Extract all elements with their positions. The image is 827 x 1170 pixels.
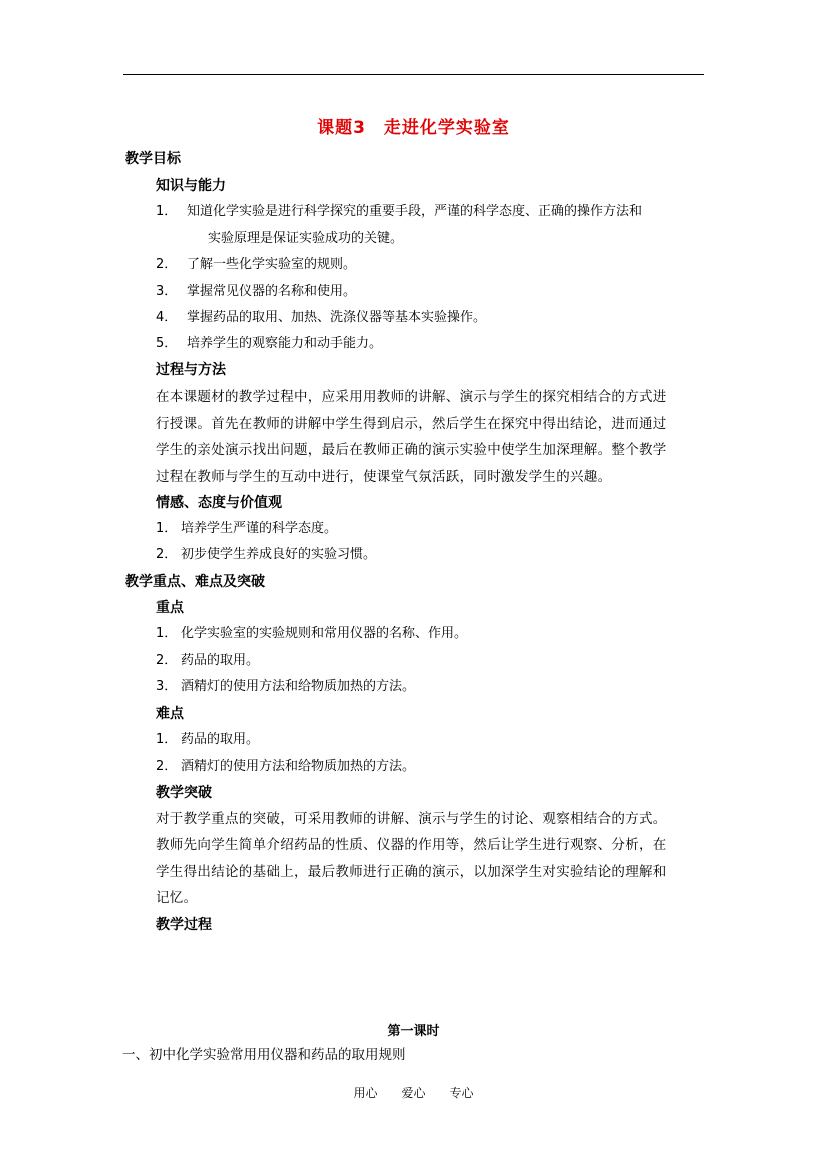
list-text: 药品的取用。 xyxy=(181,653,260,668)
list-text: 掌握药品的取用、加热、洗涤仪器等基本实验操作。 xyxy=(187,310,487,325)
paragraph-line: 在本课题材的教学过程中，应采用用教师的讲解、演示与学生的探究相结合的方式进 xyxy=(156,389,667,405)
list-item-continuation: 实验原理是保证实验成功的关键。 xyxy=(208,231,404,246)
list-item xyxy=(156,520,337,538)
list-text: 药品的取用。 xyxy=(181,732,260,747)
list-item xyxy=(156,652,259,670)
list-number: 1． xyxy=(156,521,178,536)
subheading-emotion: 情感、态度与价值观 xyxy=(156,495,282,511)
list-text: 培养学生的观察能力和动手能力。 xyxy=(187,336,383,351)
list-number: 5． xyxy=(156,336,178,351)
list-text: 培养学生严谨的科学态度。 xyxy=(181,521,338,536)
list-number: 3． xyxy=(156,679,178,694)
paragraph-line: 学生的亲处演示找出问题，最后在教师正确的演示实验中使学生加深理解。整个教学 xyxy=(156,442,667,458)
list-number: 2． xyxy=(156,257,178,272)
list-text: 化学实验室的实验规则和常用仪器的名称、作用。 xyxy=(181,626,468,641)
list-number: 2． xyxy=(156,547,178,562)
section-heading-key-points: 教学重点、难点及突破 xyxy=(125,574,265,590)
page-footer: 用心 爱心 专心 xyxy=(353,1086,474,1100)
list-number: 1． xyxy=(156,732,178,747)
subheading-difficult: 难点 xyxy=(156,706,184,722)
header-rule xyxy=(123,74,704,75)
list-number: 2． xyxy=(156,759,178,774)
subheading-knowledge: 知识与能力 xyxy=(156,178,226,194)
list-text: 初步使学生养成良好的实验习惯。 xyxy=(181,547,377,562)
list-text: 掌握常见仪器的名称和使用。 xyxy=(187,284,357,299)
list-number: 2． xyxy=(156,653,178,668)
section-heading-goals: 教学目标 xyxy=(125,151,181,167)
paragraph-line: 对于教学重点的突破，可采用教师的讲解、演示与学生的讨论、观察相结合的方式。 xyxy=(156,811,667,827)
list-item xyxy=(156,335,382,353)
list-item xyxy=(156,625,467,643)
list-item xyxy=(156,758,415,776)
list-number: 3． xyxy=(156,284,178,299)
subheading-breakthrough: 教学突破 xyxy=(156,785,212,801)
list-text: 酒精灯的使用方法和给物质加热的方法。 xyxy=(181,679,416,694)
paragraph-line: 行授课。首先在教师的讲解中学生得到启示，然后学生在探究中得出结论，进而通过 xyxy=(156,416,667,432)
list-text: 知道化学实验是进行科学探究的重要手段，严谨的科学态度、正确的操作方法和 xyxy=(187,204,643,219)
paragraph-line: 教师先向学生简单介绍药品的性质、仪器的作用等，然后让学生进行观察、分析，在 xyxy=(156,837,667,853)
list-item xyxy=(156,256,356,274)
list-number: 1． xyxy=(156,626,178,641)
page-title: 课题3 走进化学实验室 xyxy=(317,118,510,138)
list-text: 了解一些化学实验室的规则。 xyxy=(187,257,357,272)
list-number: 4． xyxy=(156,310,178,325)
lesson-title: 第一课时 xyxy=(387,1024,440,1039)
paragraph-line: 学生得出结论的基础上，最后教师进行正确的演示，以加深学生对实验结论的理解和 xyxy=(156,864,667,880)
list-item xyxy=(156,283,356,301)
list-item xyxy=(156,546,376,564)
list-number: 1． xyxy=(156,204,178,219)
list-item xyxy=(156,309,486,327)
subheading-key: 重点 xyxy=(156,600,184,616)
list-text: 酒精灯的使用方法和给物质加热的方法。 xyxy=(181,759,416,774)
subheading-process: 过程与方法 xyxy=(156,362,226,378)
subheading-teaching-process: 教学过程 xyxy=(156,917,212,933)
section-one-heading: 一、初中化学实验常用用仪器和药品的取用规则 xyxy=(122,1047,406,1063)
list-item xyxy=(156,203,642,221)
list-item xyxy=(156,678,415,696)
paragraph-line: 过程在教师与学生的互动中进行，使课堂气氛活跃，同时激发学生的兴趣。 xyxy=(156,469,612,485)
paragraph-line: 记忆。 xyxy=(156,890,198,906)
list-item xyxy=(156,731,259,749)
